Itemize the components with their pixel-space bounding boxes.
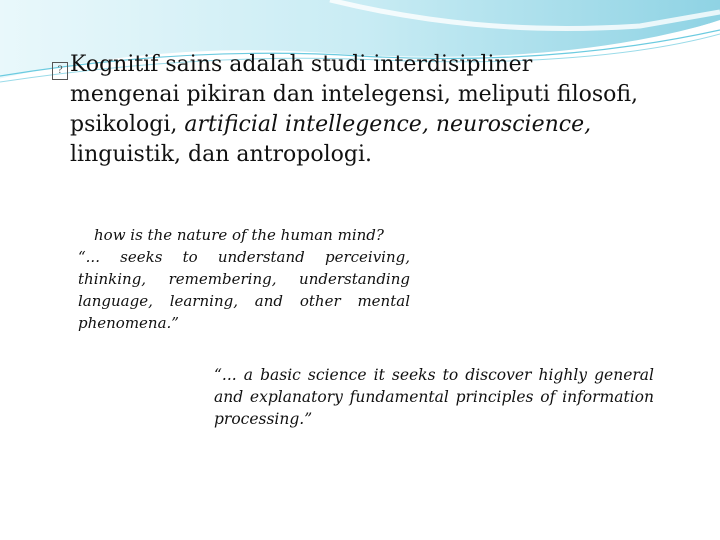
missing-glyph-icon: ? — [52, 62, 68, 80]
bullet-line-4: linguistik, dan antropologi. — [70, 142, 372, 167]
quote-block-two: “... a basic science it seeks to discover highly general and explanatory fundamental principles of information processing.” — [214, 366, 654, 428]
bullet-text-3-prefix: psikologi, — [70, 112, 185, 137]
quote-block-one — [78, 224, 410, 334]
bullet-line-3 — [52, 110, 672, 140]
bullet-line-1 — [52, 50, 672, 80]
quote-one-title: how is the nature of the human mind? — [94, 226, 384, 244]
quote-one-body: “... seeks to understand perceiving, thinking, remembering, understanding language, learning, and other mental phenomena.” — [78, 248, 410, 332]
bullet-text-3-italic: artificial intellegence, neuroscience, — [184, 112, 592, 137]
bullet-text-1: Kognitif sains adalah studi interdisipliner — [70, 52, 533, 77]
bullet-line-2: mengenai pikiran dan intelegensi, meliputi filosofi, — [70, 82, 639, 107]
main-bullet — [52, 50, 672, 170]
